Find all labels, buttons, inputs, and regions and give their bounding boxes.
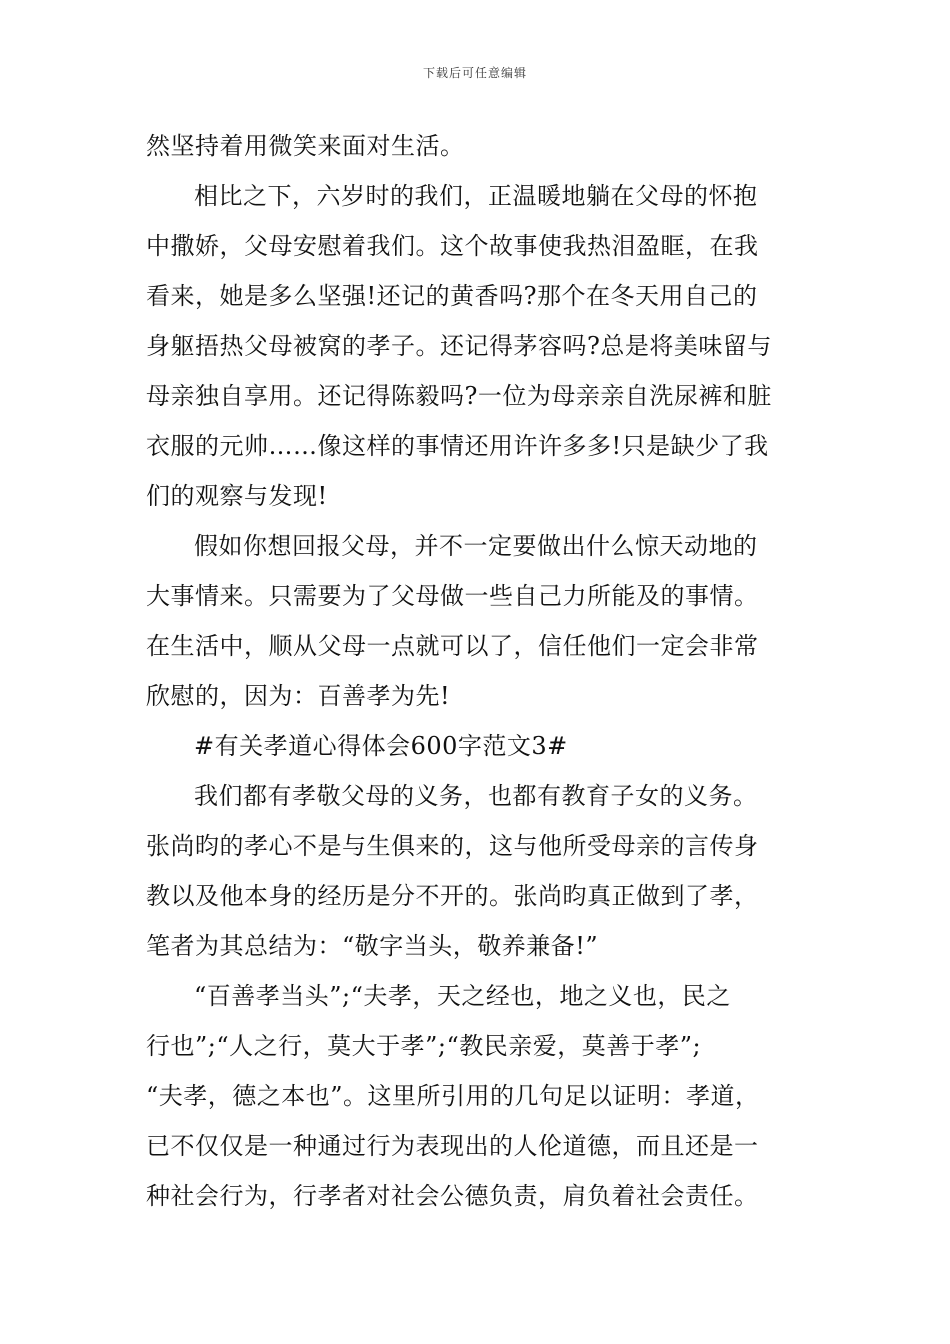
text-line: 笔者为其总结为：“敬字当头，敬养兼备!” (146, 932, 599, 960)
text-line: 欣慰的，因为：百善孝为先! (146, 682, 451, 710)
text-line: 已不仅仅是一种通过行为表现出的人伦道德，而且还是一 (146, 1132, 759, 1160)
text-line: 中撒娇，父母安慰着我们。这个故事使我热泪盈眶，在我 (146, 232, 759, 260)
text-line: 衣服的元帅……像这样的事情还用许许多多!只是缺少了我 (146, 432, 769, 460)
document-body (146, 121, 816, 1221)
paragraph-first-line: “百善孝当头”;“夫孝，天之经也，地之义也，民之 (194, 982, 731, 1010)
text-line: 身躯捂热父母被窝的孝子。还记得茅容吗?总是将美味留与 (146, 332, 772, 360)
page-header: 下载后可任意编辑 (422, 66, 527, 80)
text-line: 看来，她是多么坚强!还记的黄香吗?那个在冬天用自己的 (146, 282, 758, 310)
text-line: 行也”;“人之行，莫大于孝”;“教民亲爱，莫善于孝”; (146, 1032, 702, 1060)
text-line: 们的观察与发现! (146, 482, 328, 510)
paragraph-first-line: 相比之下，六岁时的我们，正温暖地躺在父母的怀抱 (194, 182, 758, 210)
text-line: “夫孝，德之本也”。这里所引用的几句足以证明：孝道， (146, 1082, 760, 1110)
text-line: 在生活中，顺从父母一点就可以了，信任他们一定会非常 (146, 632, 759, 660)
text-line: 教以及他本身的经历是分不开的。张尚昀真正做到了孝， (146, 882, 759, 910)
text-line: 母亲独自享用。还记得陈毅吗?一位为母亲亲自洗尿裤和脏 (146, 382, 772, 410)
paragraph-first-line: 我们都有孝敬父母的义务，也都有教育子女的义务。 (194, 782, 758, 810)
text-line: 然坚持着用微笑来面对生活。 (146, 132, 465, 160)
paragraph-first-line: #有关孝道心得体会600字范文3# (194, 732, 568, 760)
text-line: 种社会行为，行孝者对社会公德负责，肩负着社会责任。 (146, 1182, 759, 1210)
text-line: 张尚昀的孝心不是与生俱来的，这与他所受母亲的言传身 (146, 832, 759, 860)
paragraph-first-line: 假如你想回报父母，并不一定要做出什么惊天动地的 (194, 532, 758, 560)
text-line: 大事情来。只需要为了父母做一些自己力所能及的事情。 (146, 582, 759, 610)
